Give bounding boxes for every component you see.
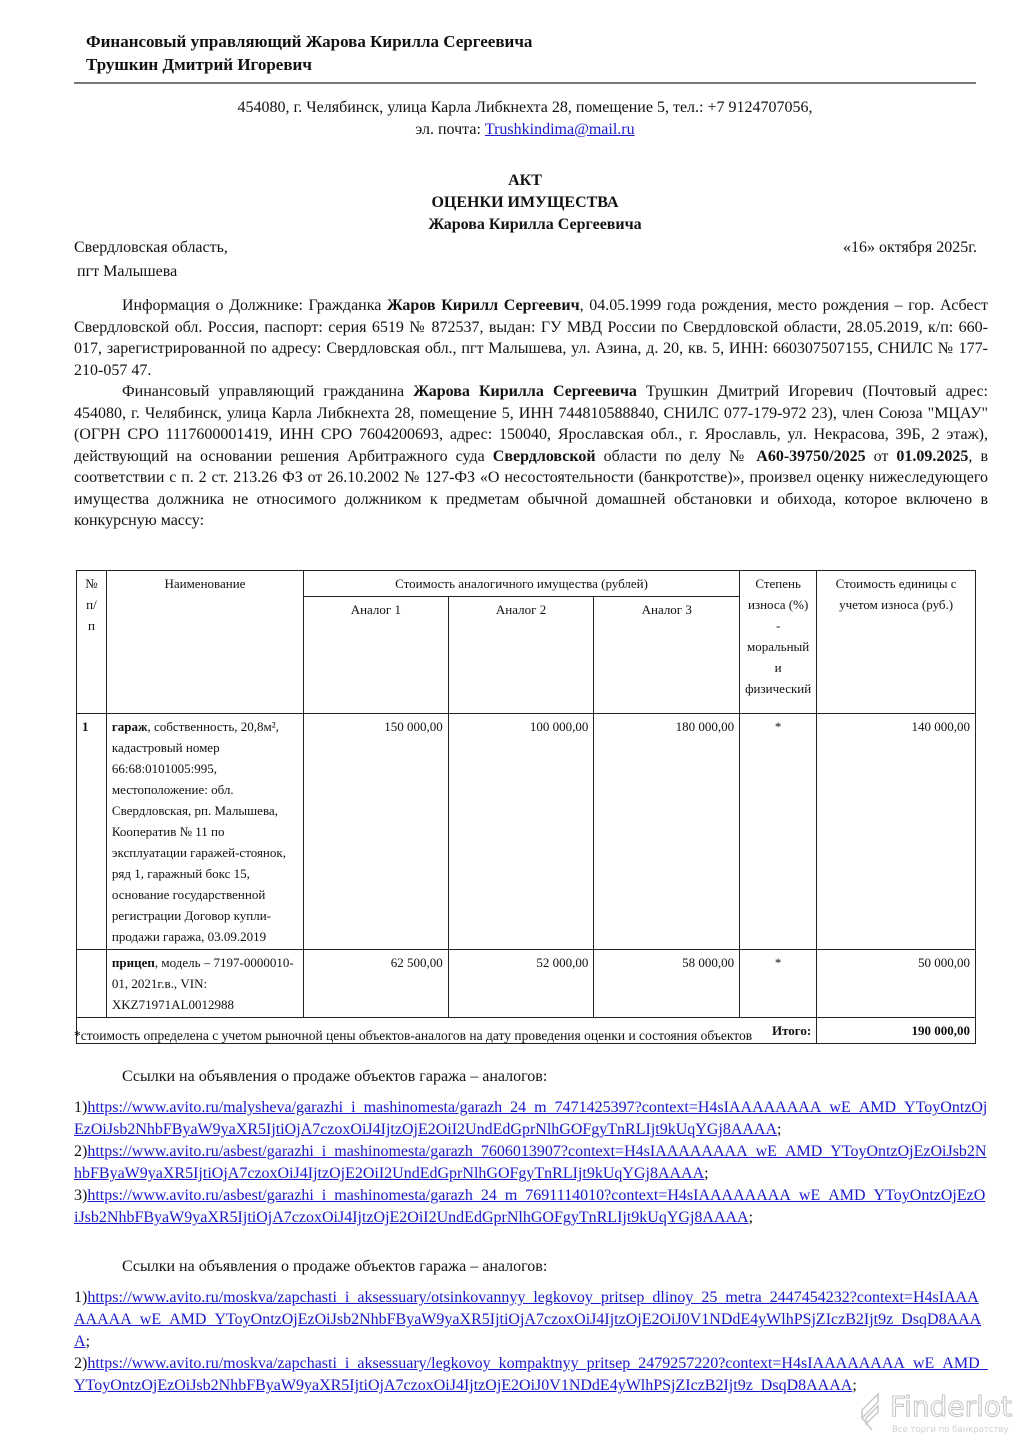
list-item xyxy=(74,1353,988,1397)
header-analog2: Аналог 2 xyxy=(448,597,594,714)
manager-info-intro: Финансовый управляющий гражданина xyxy=(122,383,414,400)
header-analog3: Аналог 3 xyxy=(594,597,740,714)
header-divider xyxy=(74,82,976,84)
row-analog2: 100 000,00 xyxy=(448,714,594,950)
item-type: прицеп xyxy=(111,955,155,970)
email-link[interactable]: Trushkindima@mail.ru xyxy=(484,121,635,138)
row-analog3: 58 000,00 xyxy=(594,950,740,1018)
court-region: Свердловской xyxy=(492,447,596,465)
header-num: № п/ п xyxy=(77,571,107,714)
row-num: 1 xyxy=(77,714,107,950)
debtor-info-intro: Информация о Должнике: Гражданка xyxy=(122,297,387,314)
manager-info-details: Трушкин Дмитрий Игоревич (Почтовый адрес: 454080, г. Челябинск, улица Карла Либкнехта 28, помещение 5, ИНН 744810588840, СНИЛС 077-179-972 23), член Союза "МЦАУ" (ОГРН СРО 1117600001419, ИНН СРО 7604200693, адрес: 150040, Ярославская обл., г. Ярославль, ул. Некрасова, 39Б, 2 этаж), действующий на основании решения Арбитражного суда xyxy=(74,383,988,465)
title-act: АКТ xyxy=(508,172,542,189)
debtor-name: Жаров Кирилл Сергеевич xyxy=(387,297,580,314)
manager-info-from: от xyxy=(865,447,897,465)
header-analog-group: Стоимость аналогичного имущества (рублей) xyxy=(304,571,740,597)
list-item xyxy=(74,1141,988,1185)
row-num xyxy=(77,950,107,1018)
header-analog1: Аналог 1 xyxy=(304,597,449,714)
list-item xyxy=(74,1097,988,1141)
row-name xyxy=(106,950,303,1018)
item-description: , модель – 7197-0000010-01, 2021г.в., VIN: XKZ71971AL0012988 xyxy=(111,955,294,1012)
table-footnote: *стоимость определена с учетом рыночной цены объектов-аналогов на дату проведения оценки и состояния объектов xyxy=(74,1028,753,1043)
trailer-analog-link-2[interactable]: https://www.avito.ru/moskva/zapchasti_i_aksessuary/legkovoy_kompaktnyy_pritsep_2479257220?context=H4sIAAAAAAAA_wE_AMD_YToyOntzOjEzOiJsb2NhbFByaW9yaXR5IjtiOjA7czoxOiJ4IjtzOjE2OiJ0V1NDdE4yWlhPSjZIczB2Ijt9z_DsqD8AAAA xyxy=(74,1355,988,1394)
letterhead-title: Финансовый управляющий Жарова Кирилла Сергеевича xyxy=(86,32,533,51)
manager-info-paragraph xyxy=(74,381,988,532)
valuation-table xyxy=(76,570,976,1044)
letterhead xyxy=(86,30,532,76)
finderlot-logo-icon xyxy=(856,1392,886,1432)
row-analog1: 150 000,00 xyxy=(304,714,449,950)
total-value: 190 000,00 xyxy=(817,1018,976,1044)
garage-links-list xyxy=(74,1097,988,1229)
document-title xyxy=(74,170,976,236)
row-wear: * xyxy=(740,714,817,950)
list-item xyxy=(74,1287,988,1353)
link-number: 1) xyxy=(74,1099,88,1116)
watermark-tagline: Все торги по банкротству xyxy=(892,1425,1009,1435)
link-suffix: ; xyxy=(85,1333,91,1350)
table-row xyxy=(77,714,976,950)
title-debtor: Жарова Кирилла Сергеевича xyxy=(428,216,642,233)
header-unit-cost: Стоимость единицы с учетом износа (руб.) xyxy=(817,571,976,714)
document-date: «16» октября 2025г. xyxy=(843,239,977,256)
link-suffix: ; xyxy=(852,1377,857,1394)
row-unit-cost: 140 000,00 xyxy=(817,714,976,950)
garage-analog-link-2[interactable]: https://www.avito.ru/asbest/garazhi_i_mashinomesta/garazh_7606013907?context=H4sIAAAAAAAA_wE_AMD_YToyOntzOjEzOiJsb2NhbFByaW9yaXR5IjtiOjA7czoxOiJ4IjtzOjE2OiI2UndEdGprNlhGOFgyTnRLIjt9kUqYGj8AAAA xyxy=(74,1143,987,1182)
decision-date: 01.09.2025 xyxy=(896,447,969,465)
place-settlement: пгт Малышева xyxy=(77,263,178,280)
case-number: А60-39750/2025 xyxy=(756,447,866,465)
table-row xyxy=(77,950,976,1018)
debtor-info-details: , 04.05.1999 года рождения, место рождения – гор. Асбест Свердловской обл. Россия, паспорт: серия 6519 № 872537, выдан: ГУ МВД России по Свердловской области, 28.05.2019, к/п: 660-017, зарегистрированной по адресу: Свердловская обл., пгт Малышева, ул. Азина, д. 20, кв. 5, ИНН: 660307507155, СНИЛС № 177-210-057 47. xyxy=(74,297,989,379)
link-number: 1) xyxy=(74,1289,88,1306)
header-name: Наименование xyxy=(106,571,303,714)
manager-info-case-label: области по делу № xyxy=(595,447,757,465)
row-analog1: 62 500,00 xyxy=(304,950,449,1018)
link-number: 2) xyxy=(74,1355,88,1372)
title-subject: ОЦЕНКИ ИМУЩЕСТВА xyxy=(431,194,619,211)
link-number: 3) xyxy=(74,1187,88,1204)
list-item xyxy=(74,1185,988,1229)
link-suffix: ; xyxy=(777,1121,782,1138)
link-suffix: ; xyxy=(748,1209,754,1226)
item-type: гараж xyxy=(111,719,148,734)
contact-block xyxy=(74,97,976,141)
row-wear: * xyxy=(740,950,817,1018)
document-place xyxy=(74,236,228,284)
watermark-brand: Finderlot xyxy=(890,1390,1012,1423)
manager-info-conclusion: , в соответствии с п. 2 ст. 213.26 ФЗ от 26.10.2002 № 127-ФЗ «О несостоятельности (банкротстве)», произвел оценку нижеследующего имущества должника не относимого должником к предметам обычной домашней обстановки и обихода, которое включено в конкурсную массу: xyxy=(74,447,988,529)
garage-analog-link-3[interactable]: https://www.avito.ru/asbest/garazhi_i_mashinomesta/garazh_24_m_7691114010?context=H4sIAAAAAAAA_wE_AMD_YToyOntzOjEzOiJsb2NhbFByaW9yaXR5IjtiOjA7czoxOiJ4IjtzOjE2OiI2UndEdGprNlhGOFgyTnRLIjt9kUqYGj8AAAA xyxy=(74,1187,986,1226)
row-unit-cost: 50 000,00 xyxy=(817,950,976,1018)
place-region: Свердловская область, xyxy=(74,239,228,256)
garage-links-heading: Ссылки на объявления о продаже объектов гаража – аналогов: xyxy=(122,1068,548,1085)
total-label: Итого: xyxy=(77,1018,817,1044)
link-suffix: ; xyxy=(704,1165,709,1182)
finderlot-watermark xyxy=(856,1390,1021,1442)
link-number: 2) xyxy=(74,1143,88,1160)
trailer-links-list xyxy=(74,1287,988,1397)
row-name xyxy=(106,714,303,950)
letterhead-manager-name: Трушкин Дмитрий Игоревич xyxy=(86,55,312,74)
header-wear: Степень износа (%) - моральный и физический xyxy=(740,571,817,714)
garage-analog-link-1[interactable]: https://www.avito.ru/malysheva/garazhi_i_mashinomesta/garazh_24_m_7471425397?context=H4sIAAAAAAAA_wE_AMD_YToyOntzOjEzOiJsb2NhbFByaW9yaXR5IjtiOjA7czoxOiJ4IjtzOjE2OiI2UndEdGprNlhGOFgyTnRLIjt9kUqYGj8AAAA xyxy=(74,1099,988,1138)
trailer-links-heading: Ссылки на объявления о продаже объектов гаража – аналогов: xyxy=(122,1258,548,1275)
trailer-analog-link-1[interactable]: https://www.avito.ru/moskva/zapchasti_i_aksessuary/otsinkovannyy_legkovoy_pritsep_dlinoy_25_metra_2447454232?context=H4sIAAAAAAAA_wE_AMD_YToyOntzOjEzOiJsb2NhbFByaW9yaXR5IjtiOjA7czoxOiJ4IjtzOjE2OiJ0V1NDdE4yWlhPSjZIczB2Ijt9z_DsqD8AAAA xyxy=(74,1289,982,1350)
contact-address: 454080, г. Челябинск, улица Карла Либкнехта 28, помещение 5, тел.: +7 9124707056, xyxy=(237,99,813,116)
row-analog3: 180 000,00 xyxy=(594,714,740,950)
item-description: , собственность, 20,8м², кадастровый номер 66:68:0101005:995, местоположение: обл. Свердловская, рп. Малышева, Кооператив № 11 по эксплуатации гаражей-стоянок, ряд 1, гаражный бокс 15, основание государственной регистрации Договор купли-продажи гаража, 03.09.2019 xyxy=(111,719,286,944)
manager-debtor-name: Жарова Кирилла Сергеевича xyxy=(413,383,637,400)
contact-email-line xyxy=(74,119,976,141)
table-header-row xyxy=(77,571,976,597)
debtor-info-paragraph xyxy=(74,295,988,381)
email-label: эл. почта: xyxy=(415,121,485,138)
row-analog2: 52 000,00 xyxy=(448,950,594,1018)
